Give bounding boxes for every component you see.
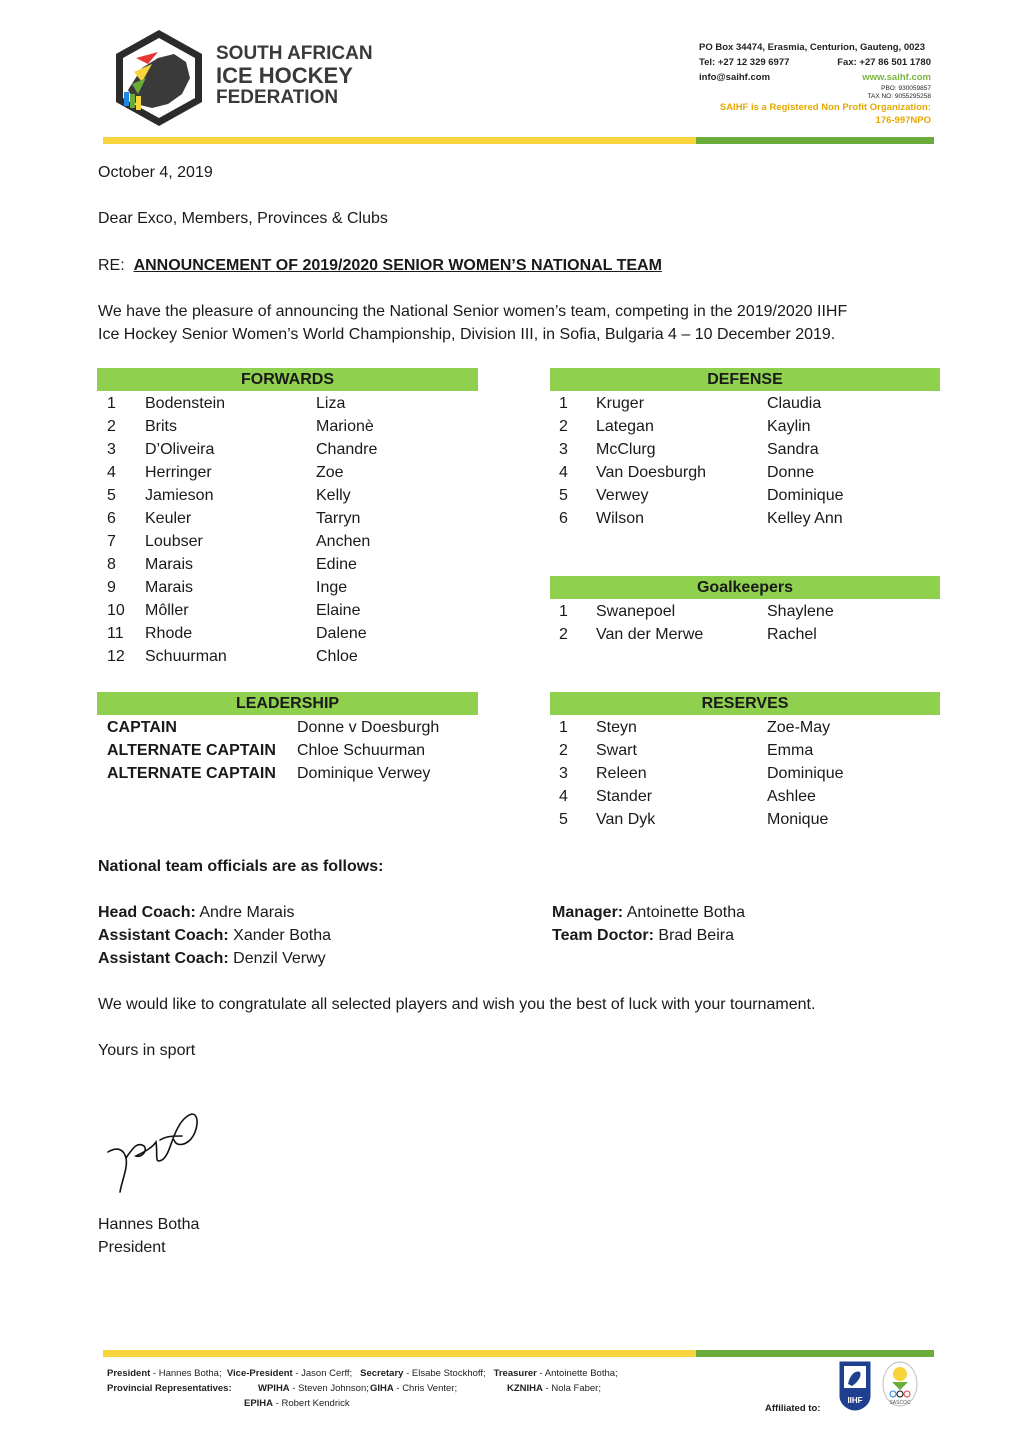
player-number: 11 [107, 625, 124, 642]
footer-divider [103, 1350, 934, 1357]
intro-line-1: We have the pleasure of announcing the National Senior women’s team, competing in the 2019/2020 IIHF [98, 303, 848, 320]
head-coach-name: Andre Marais [199, 904, 295, 921]
footer-treasurer-label: Treasurer [493, 1368, 537, 1379]
player-number: 9 [107, 579, 116, 596]
footer-epiha-line [107, 1396, 618, 1411]
assistant-coach-row-2 [98, 947, 326, 970]
player-first-name: Anchen [316, 533, 371, 550]
player-surname: Loubser [145, 533, 203, 550]
forwards-header: FORWARDS [97, 368, 478, 391]
player-surname: Releen [596, 765, 647, 782]
player-number: 4 [559, 464, 568, 481]
leadership-role: CAPTAIN [107, 719, 177, 736]
salutation: Dear Exco, Members, Provinces & Clubs [98, 210, 388, 227]
player-surname: Van Dyk [596, 811, 656, 828]
closing-line: We would like to congratulate all selected players and wish you the best of luck with your tournament. [98, 996, 816, 1013]
player-first-name: Tarryn [316, 510, 361, 527]
player-first-name: Zoe-May [767, 719, 831, 736]
letter-date: October 4, 2019 [98, 164, 213, 181]
player-first-name: Marionè [316, 418, 374, 435]
player-first-name: Kelly [316, 487, 351, 504]
re-line [98, 254, 662, 277]
intro-line-2: Ice Hockey Senior Women’s World Championship, Division III, in Sofia, Bulgaria 4 – 10 December 2019. [98, 326, 836, 343]
player-number: 2 [559, 742, 568, 759]
npo-number: 176-997NPO [875, 115, 931, 126]
assistant-coach-name: Denzil Verwy [233, 950, 326, 967]
player-number: 1 [559, 719, 568, 736]
affiliated-label: Affiliated to: [765, 1403, 821, 1414]
sascoc-logo [880, 1360, 920, 1412]
assistant-coach-label: Assistant Coach: [98, 927, 229, 944]
player-number: 10 [107, 602, 125, 619]
footer-secretary: - Elsabe Stockhoff; [403, 1368, 486, 1379]
footer-wpiha-label: WPIHA [258, 1383, 290, 1394]
head-coach-row [98, 901, 295, 924]
footer-wpiha: - Steven Johnson; [289, 1383, 369, 1394]
player-number: 3 [559, 441, 568, 458]
assistant-coach-row-1 [98, 924, 331, 947]
footer-vp-label: Vice-President [226, 1368, 293, 1379]
footer-vp: - Jason Cerff; [292, 1368, 353, 1379]
player-surname: Swanepoel [596, 603, 676, 620]
player-surname: Môller [145, 602, 189, 619]
footer-epiha-label: EPIHA [244, 1398, 274, 1409]
manager-label: Manager: [552, 904, 624, 921]
player-first-name: Donne [767, 464, 815, 481]
player-surname: D’Oliveira [145, 441, 215, 458]
player-number: 4 [107, 464, 116, 481]
player-surname: Bodenstein [145, 395, 226, 412]
footer-exco-line [107, 1366, 618, 1381]
player-surname: Rhode [145, 625, 193, 642]
player-surname: Van der Merwe [596, 626, 704, 643]
player-first-name: Dominique [767, 765, 844, 782]
iihf-logo [838, 1360, 872, 1412]
player-first-name: Dalene [316, 625, 367, 642]
player-surname: Lategan [596, 418, 654, 435]
player-surname: Van Doesburgh [596, 464, 706, 481]
iihf-logo-text: IIHF [847, 1396, 863, 1405]
player-first-name: Rachel [767, 626, 817, 643]
player-first-name: Chloe [316, 648, 358, 665]
player-surname: Brits [145, 418, 177, 435]
player-surname: Keuler [145, 510, 192, 527]
contact-block [699, 40, 931, 127]
player-surname: McClurg [596, 441, 656, 458]
player-first-name: Liza [316, 395, 346, 412]
signature [104, 1106, 204, 1196]
player-number: 5 [559, 487, 568, 504]
manager-name: Antoinette Botha [626, 904, 745, 921]
officials-heading: National team officials are as follows: [98, 858, 384, 875]
footer-treasurer: - Antoinette Botha; [536, 1368, 618, 1379]
footer-epiha: - Robert Kendrick [273, 1398, 350, 1409]
re-label: RE: [98, 257, 125, 274]
player-surname: Wilson [596, 510, 645, 527]
player-surname: Jamieson [145, 487, 214, 504]
player-number: 7 [107, 533, 116, 550]
leadership-role: ALTERNATE CAPTAIN [107, 742, 276, 759]
footer-secretary-label: Secretary [360, 1368, 404, 1379]
player-first-name: Inge [316, 579, 348, 596]
saihf-logo [112, 28, 206, 128]
footer-kzniha-label: KZNIHA [507, 1383, 543, 1394]
player-surname: Swart [596, 742, 637, 759]
player-first-name: Shaylene [767, 603, 834, 620]
team-doctor-row [552, 924, 734, 947]
player-first-name: Ashlee [767, 788, 816, 805]
player-first-name: Dominique [767, 487, 844, 504]
player-number: 5 [107, 487, 116, 504]
player-surname: Marais [145, 579, 194, 596]
player-first-name: Edine [316, 556, 357, 573]
player-number: 1 [559, 395, 568, 412]
signatory-title: President [98, 1239, 166, 1256]
header-divider [103, 137, 934, 144]
player-surname: Steyn [596, 719, 637, 736]
player-number: 4 [559, 788, 568, 805]
player-number: 8 [107, 556, 116, 573]
player-first-name: Chandre [316, 441, 378, 458]
footer-giha: - Chris Venter; [393, 1383, 458, 1394]
player-first-name: Zoe [316, 464, 344, 481]
player-surname: Marais [145, 556, 194, 573]
player-first-name: Elaine [316, 602, 361, 619]
sign-off: Yours in sport [98, 1042, 196, 1059]
reserves-header: RESERVES [550, 692, 940, 715]
footer-giha-label: GIHA [370, 1383, 394, 1394]
leadership-header: LEADERSHIP [97, 692, 478, 715]
player-number: 3 [559, 765, 568, 782]
player-number: 12 [107, 648, 125, 665]
player-number: 1 [107, 395, 116, 412]
org-name-line1: SOUTH AFRICAN [216, 43, 373, 64]
sascoc-logo-text: SASCOC [889, 1400, 911, 1406]
player-number: 2 [559, 418, 568, 435]
player-number: 2 [559, 626, 568, 643]
player-surname: Kruger [596, 395, 645, 412]
player-number: 1 [559, 603, 568, 620]
player-surname: Herringer [145, 464, 212, 481]
player-first-name: Sandra [767, 441, 819, 458]
player-first-name: Emma [767, 742, 814, 759]
player-first-name: Kelley Ann [767, 510, 843, 527]
head-coach-label: Head Coach: [98, 904, 196, 921]
leadership-name: Donne v Doesburgh [297, 719, 440, 736]
footer-provincial-label: Provincial Representatives: [107, 1383, 232, 1394]
player-first-name: Claudia [767, 395, 822, 412]
player-number: 3 [107, 441, 116, 458]
address: PO Box 34474, Erasmia, Centurion, Gauteng, 0023 [699, 42, 925, 53]
player-number: 6 [107, 510, 116, 527]
npo-statement: SAIHF is a Registered Non Profit Organization: [719, 102, 931, 113]
tax-number: TAX NO: 9055295258 [867, 93, 931, 100]
defense-header: DEFENSE [550, 368, 940, 391]
footer-kzniha: - Nola Faber; [542, 1383, 601, 1394]
fax: Fax: +27 86 501 1780 [837, 57, 931, 68]
telephone: Tel: +27 12 329 6977 [699, 57, 790, 68]
footer-officials [107, 1366, 618, 1411]
manager-row [552, 901, 745, 924]
org-name-line2: ICE HOCKEY [216, 63, 353, 88]
org-name-line3: FEDERATION [216, 87, 339, 108]
player-surname: Verwey [596, 487, 649, 504]
footer-president-label: President [107, 1368, 151, 1379]
player-surname: Schuurman [145, 648, 227, 665]
player-number: 6 [559, 510, 568, 527]
signatory-name: Hannes Botha [98, 1216, 200, 1233]
assistant-coach-label: Assistant Coach: [98, 950, 229, 967]
assistant-coach-name: Xander Botha [233, 927, 332, 944]
org-name [216, 43, 373, 109]
player-first-name: Kaylin [767, 418, 811, 435]
footer-provincial-line [107, 1381, 618, 1396]
player-number: 2 [107, 418, 116, 435]
goalkeepers-header: Goalkeepers [550, 576, 940, 599]
player-surname: Stander [596, 788, 653, 805]
leadership-name: Dominique Verwey [297, 765, 431, 782]
leadership-name: Chloe Schuurman [297, 742, 426, 759]
player-number: 5 [559, 811, 568, 828]
player-first-name: Monique [767, 811, 829, 828]
pbo-number: PBO: 930059857 [881, 85, 931, 92]
email-link[interactable]: info@saihf.com [699, 72, 771, 83]
footer-president: - Hannes Botha; [150, 1368, 222, 1379]
leadership-role: ALTERNATE CAPTAIN [107, 765, 276, 782]
re-subject: ANNOUNCEMENT OF 2019/2020 SENIOR WOMEN’S NATIONAL TEAM [133, 257, 662, 274]
website-link[interactable]: www.saihf.com [862, 72, 931, 83]
team-doctor-name: Brad Beira [658, 927, 734, 944]
team-doctor-label: Team Doctor: [552, 927, 654, 944]
